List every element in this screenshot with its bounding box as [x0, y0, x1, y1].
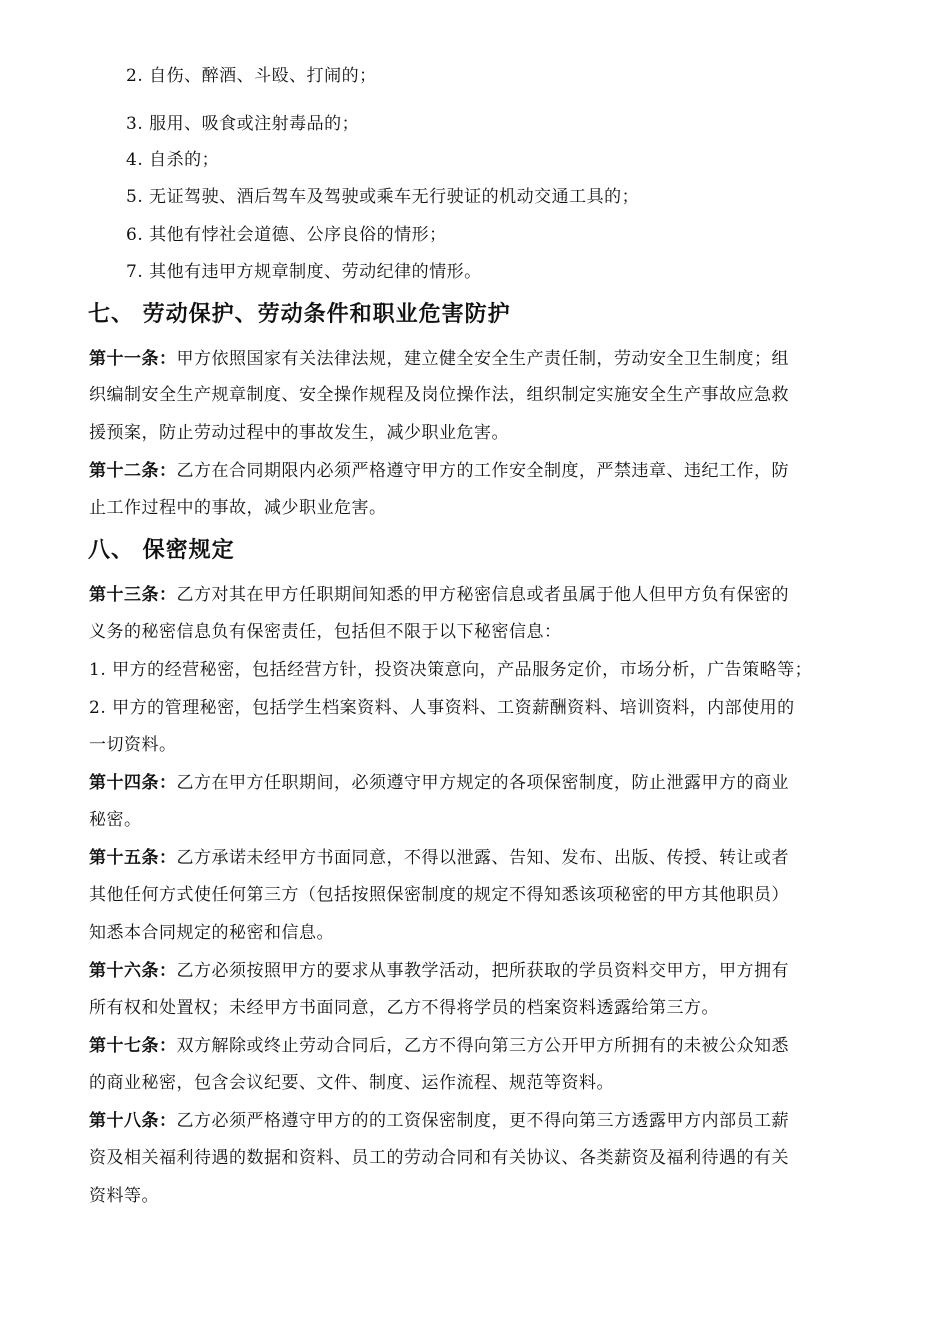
article-15-line	[89, 846, 789, 870]
article-18-line: 资及相关福利待遇的数据和资料、员工的劳动合同和有关协议、各类薪资及福利待遇的有关	[89, 1148, 789, 1168]
article-13-item: 2. 甲方的管理秘密，包括学生档案资料、人事资料、工资薪酬资料、培训资料，内部使用的	[89, 698, 795, 718]
article-15-line: 其他任何方式使任何第三方（包括按照保密制度的规定不得知悉该项秘密的甲方其他职员）	[89, 885, 789, 905]
article-label: 第十五条：	[89, 848, 177, 868]
article-12-line	[89, 459, 789, 483]
article-13-line	[89, 583, 789, 607]
article-text: 乙方在合同期限内必须严格遵守甲方的工作安全制度，严禁违章、违纪工作，防	[176, 461, 789, 481]
list-item: 6. 其他有悖社会道德、公序良俗的情形；	[126, 225, 447, 245]
article-label: 第十四条：	[89, 773, 177, 793]
list-item: 5. 无证驾驶、酒后驾车及驾驶或乘车无行驶证的机动交通工具的；	[126, 187, 640, 207]
list-item: 7. 其他有违甲方规章制度、劳动纪律的情形。	[126, 262, 482, 282]
list-item: 4. 自杀的；	[126, 150, 220, 170]
list-item: 2. 自伤、醉酒、斗殴、打闹的；	[126, 66, 377, 86]
article-18-line: 资料等。	[89, 1186, 159, 1206]
article-text: 乙方承诺未经甲方书面同意，不得以泄露、告知、发布、出版、传授、转让或者	[176, 848, 789, 868]
article-text: 乙方必须严格遵守甲方的的工资保密制度，更不得向第三方透露甲方内部员工薪	[176, 1111, 789, 1131]
article-16-line: 所有权和处置权；未经甲方书面同意，乙方不得将学员的档案资料透露给第三方。	[89, 998, 719, 1018]
article-13-item: 一切资料。	[89, 735, 177, 755]
article-13-item: 1. 甲方的经营秘密，包括经营方针，投资决策意向，产品服务定价，市场分析，广告策略等；	[89, 660, 813, 680]
article-label: 第十一条：	[89, 349, 177, 369]
article-label: 第十二条：	[89, 461, 177, 481]
article-14-line	[89, 771, 789, 795]
article-18-line	[89, 1109, 789, 1133]
article-17-line	[89, 1034, 789, 1058]
article-12-line: 止工作过程中的事故，减少职业危害。	[89, 498, 387, 518]
article-text: 甲方依照国家有关法律法规，建立健全安全生产责任制，劳动安全卫生制度；组	[176, 349, 789, 369]
article-14-line: 秘密。	[89, 810, 142, 830]
article-label: 第十三条：	[89, 585, 177, 605]
article-13-line: 义务的秘密信息负有保密责任，包括但不限于以下秘密信息：	[89, 622, 562, 642]
article-text: 乙方在甲方任职期间，必须遵守甲方规定的各项保密制度，防止泄露甲方的商业	[176, 773, 789, 793]
article-text: 乙方对其在甲方任职期间知悉的甲方秘密信息或者虽属于他人但甲方负有保密的	[176, 585, 789, 605]
article-15-line: 知悉本合同规定的秘密和信息。	[89, 923, 334, 943]
article-11-line	[89, 347, 789, 371]
article-11-line: 援预案，防止劳动过程中的事故发生，减少职业危害。	[89, 423, 509, 443]
article-label: 第十七条：	[89, 1036, 177, 1056]
article-11-line: 织编制安全生产规章制度、安全操作规程及岗位操作法，组织制定实施安全生产事故应急救	[89, 385, 789, 405]
article-17-line: 的商业秘密，包含会议纪要、文件、制度、运作流程、规范等资料。	[89, 1073, 614, 1093]
list-item: 3. 服用、吸食或注射毒品的；	[126, 114, 360, 134]
section-heading: 七、 劳动保护、劳动条件和职业危害防护	[88, 302, 511, 327]
article-label: 第十八条：	[89, 1111, 177, 1131]
section-heading: 八、 保密规定	[88, 538, 235, 563]
article-text: 乙方必须按照甲方的要求从事教学活动，把所获取的学员资料交甲方，甲方拥有	[176, 961, 789, 981]
article-label: 第十六条：	[89, 961, 177, 981]
article-16-line	[89, 959, 789, 983]
article-text: 双方解除或终止劳动合同后，乙方不得向第三方公开甲方所拥有的未被公众知悉	[176, 1036, 789, 1056]
